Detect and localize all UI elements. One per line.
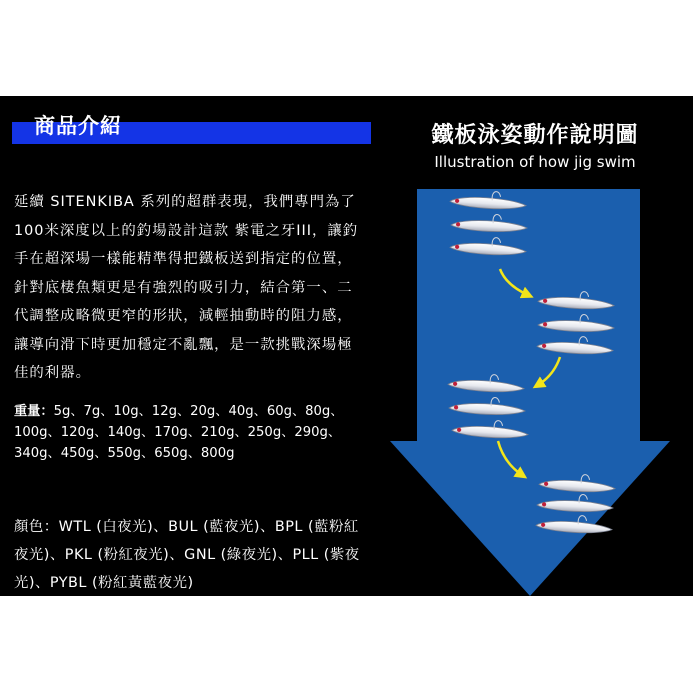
diagram-title: 鐵板泳姿動作說明圖 <box>431 123 639 148</box>
section-title: 商品介紹 <box>34 114 122 138</box>
weights-label: 重量： <box>14 404 54 419</box>
weights-spec <box>14 401 366 464</box>
product-description: 延續 SITENKIBA 系列的超群表現，我們專門為了100米深度以上的釣場設計這款 紫電之牙III，讓釣手在超深場一樣能精準得把鐵板送到指定的位置，針對底棲魚類更是有強烈的吸引力，結合第一、二代調整成略微更窄的形狀，減輕抽動時的阻力感，讓導向滑下時更加穩定不亂飄，是一款挑戰深場極佳的利器。 <box>14 194 359 381</box>
colors-spec: 顏色：WTL (白夜光)、BUL (藍夜光)、BPL (藍粉紅夜光)、PKL (粉紅夜光)、GNL (綠夜光)、PLL (紫夜光)、PYBL (粉紅黃藍夜光) <box>14 519 360 591</box>
diagram-subtitle: Illustration of how jig swim <box>434 153 636 171</box>
weights-values: 5g、7g、10g、12g、20g、40g、60g、80g、100g、120g、140g、170g、210g、250g、290g、340g、450g、550g、650g、800g <box>14 404 344 461</box>
product-panel <box>0 96 693 596</box>
jig-swim-diagram <box>388 189 672 596</box>
direction-arrow <box>390 189 670 596</box>
